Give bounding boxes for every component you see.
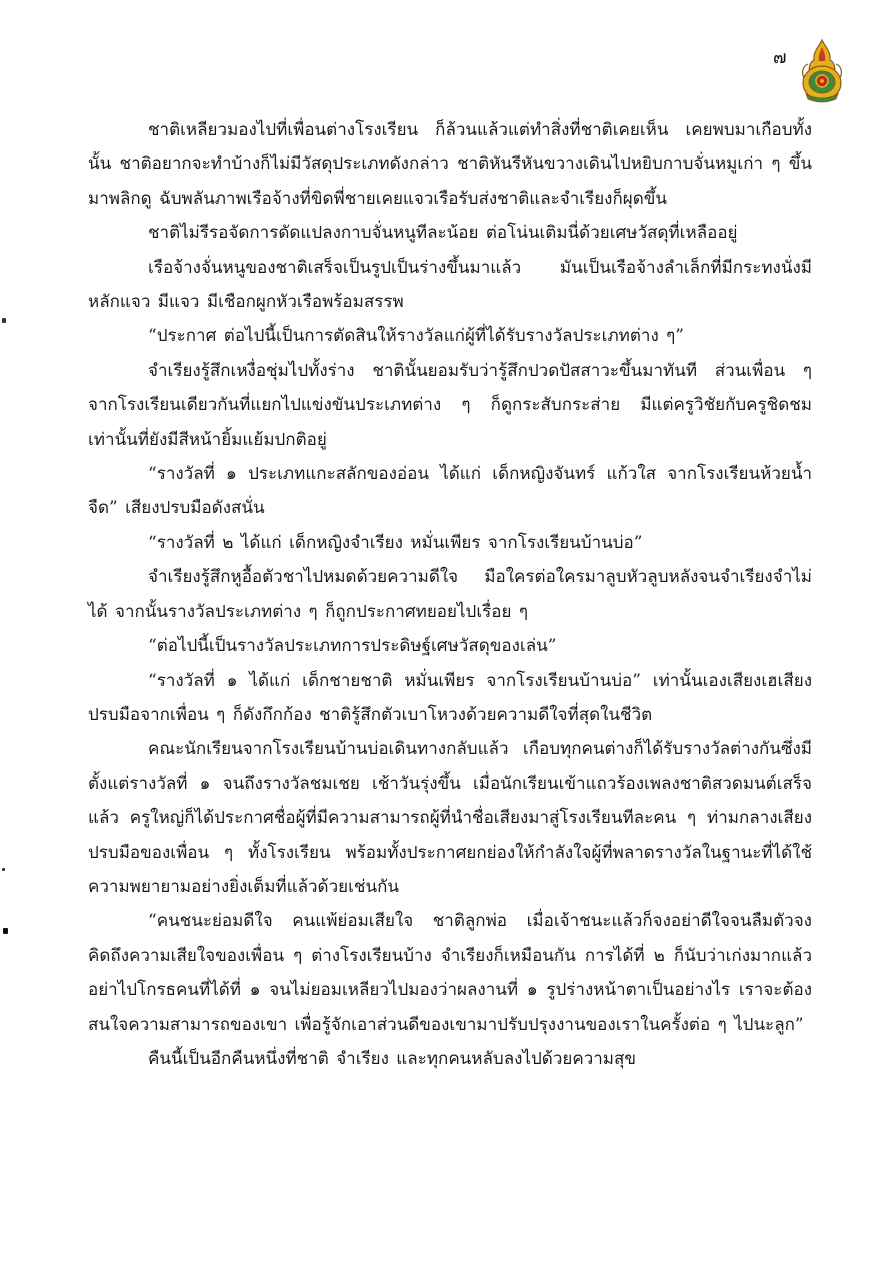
paragraph: “ต่อไปนี้เป็นรางวัลประเภทการประดิษฐ์เศษวัสดุของเล่น” <box>148 636 557 657</box>
scan-mark <box>2 318 6 323</box>
paragraph: จำเรียงรู้สึกเหงื่อชุ่มไปทั้งร่าง ชาตินั้นยอมรับว่ารู้สึกปวดปัสสาวะขึ้นมาทันที ส่วนเพื่อน ๆ จากโรงเรียนเดียวกันที่แยกไปแข่งขันประเภทต่าง ๆ ก็ดูกระสับกระส่าย มีแต่ครูวิชัยกับครูชิดชมเท่านั้นที่ยังมีสีหน้ายิ้มแย้มปกติอยู่ <box>88 360 812 450</box>
paragraph: “รางวัลที่ ๑ ได้แก่ เด็กชายชาติ หมั่นเพียร จากโรงเรียนบ้านบ่อ” เท่านั้นเองเสียงเฮเสียงปรบมือจากเพื่อน ๆ ก็ดังกึกก้อง ชาติรู้สึกตัวเบาโหวงด้วยความดีใจที่สุดในชีวิต <box>88 670 812 725</box>
story-body <box>88 113 812 1076</box>
paragraph: เรือจ้างจั่นหนูของชาติเสร็จเป็นรูปเป็นร่างขึ้นมาแล้ว มันเป็นเรือจ้างลำเล็กที่มีกระทงนั่งมีหลักแจว มีแจว มีเชือกผูกหัวเรือพร้อมสรรพ <box>88 257 812 313</box>
paragraph: “คนชนะย่อมดีใจ คนแพ้ย่อมเสียใจ ชาติลูกพ่อ เมื่อเจ้าชนะแล้วก็จงอย่าดีใจจนลืมตัวจงคิดถึงความเสียใจของเพื่อน ๆ ต่างโรงเรียนบ้าง จำเรียงก็เหมือนกัน การได้ที่ ๒ ก็นับว่าเก่งมากแล้ว อย่าไปโกรธคนที่ได้ที่ ๑ จนไม่ยอมเหลียวไปมองว่าผลงานที่ ๑ รูปร่างหน้าตาเป็นอย่างไร เราจะต้องสนใจความสามารถของเขา เพื่อรู้จักเอาส่วนดีของเขามาปรับปรุงงานของเราในครั้งต่อ ๆ ไปนะลูก” <box>88 911 812 1035</box>
scan-mark <box>2 868 5 871</box>
paragraph: “ประกาศ ต่อไปนี้เป็นการตัดสินให้รางวัลแก่ผู้ที่ได้รับรางวัลประเภทต่าง ๆ” <box>148 326 684 347</box>
paragraph: ชาติเหลียวมองไปที่เพื่อนต่างโรงเรียน ก็ล้วนแล้วแต่ทำสิ่งที่ชาติเคยเห็น เคยพบมาเกือบทั้งนั้น ชาติอยากจะทำบ้างก็ไม่มีวัสดุประเภทดังกล่าว ชาติหันรีหันขวางเดินไปหยิบกาบจั่นหมูเก่า ๆ ขึ้นมาพลิกดู ฉับพลันภาพเรือจ้างที่ขิดพี่ชายเคยแจวเรือรับส่งชาติและจำเรียงก็ผุดขึ้น <box>88 120 812 209</box>
scan-mark <box>3 928 8 934</box>
paragraph: “รางวัลที่ ๒ ได้แก่ เด็กหญิงจำเรียง หมั่นเพียร จากโรงเรียนบ้านบ่อ” <box>148 532 643 553</box>
paragraph: จำเรียงรู้สึกหูอื้อตัวชาไปหมดด้วยความดีใจ มือใครต่อใครมาลูบหัวลูบหลังจนจำเรียงจำไม่ได้ จากนั้นรางวัลประเภทต่าง ๆ ก็ถูกประกาศทยอยไปเรื่อย ๆ <box>88 567 812 622</box>
paragraph: “รางวัลที่ ๑ ประเภทแกะสลักของอ่อน ได้แก่ เด็กหญิงจันทร์ แก้วใส จากโรงเรียนห้วยน้ำจืด” เสียงปรบมือดังสนั่น <box>88 464 812 519</box>
royal-school-emblem-icon <box>800 38 844 104</box>
page-number: ๗ <box>773 47 787 68</box>
paragraph: คืนนี้เป็นอีกคืนหนึ่งที่ชาติ จำเรียง และทุกคนหลับลงไปด้วยความสุข <box>148 1048 636 1069</box>
paragraph: ชาติไม่รีรอจัดการดัดแปลงกาบจั่นหนูทีละน้อย ต่อโน่นเติมนี่ด้วยเศษวัสดุที่เหลืออยู่ <box>148 223 738 244</box>
paragraph: คณะนักเรียนจากโรงเรียนบ้านบ่อเดินทางกลับแล้ว เกือบทุกคนต่างก็ได้รับรางวัลต่างกันซึ่งมีตั้งแต่รางวัลที่ ๑ จนถึงรางวัลชมเชย เช้าวันรุ่งขึ้น เมื่อนักเรียนเข้าแถวร้องเพลงชาติสวดมนต์เสร็จแล้ว ครูใหญ่ก็ได้ประกาศชื่อผู้ที่มีความสามารถผู้ที่นำชื่อเสียงมาสู่โรงเรียนทีละคน ๆ ท่ามกลางเสียงปรบมือของเพื่อน ๆ ทั้งโรงเรียน พร้อมทั้งประกาศยกย่องให้กำลังใจผู้ที่พลาดรางวัลในฐานะที่ได้ใช้ความพยายามอย่างยิ่งเต็มที่แล้วด้วยเช่นกัน <box>88 739 812 897</box>
